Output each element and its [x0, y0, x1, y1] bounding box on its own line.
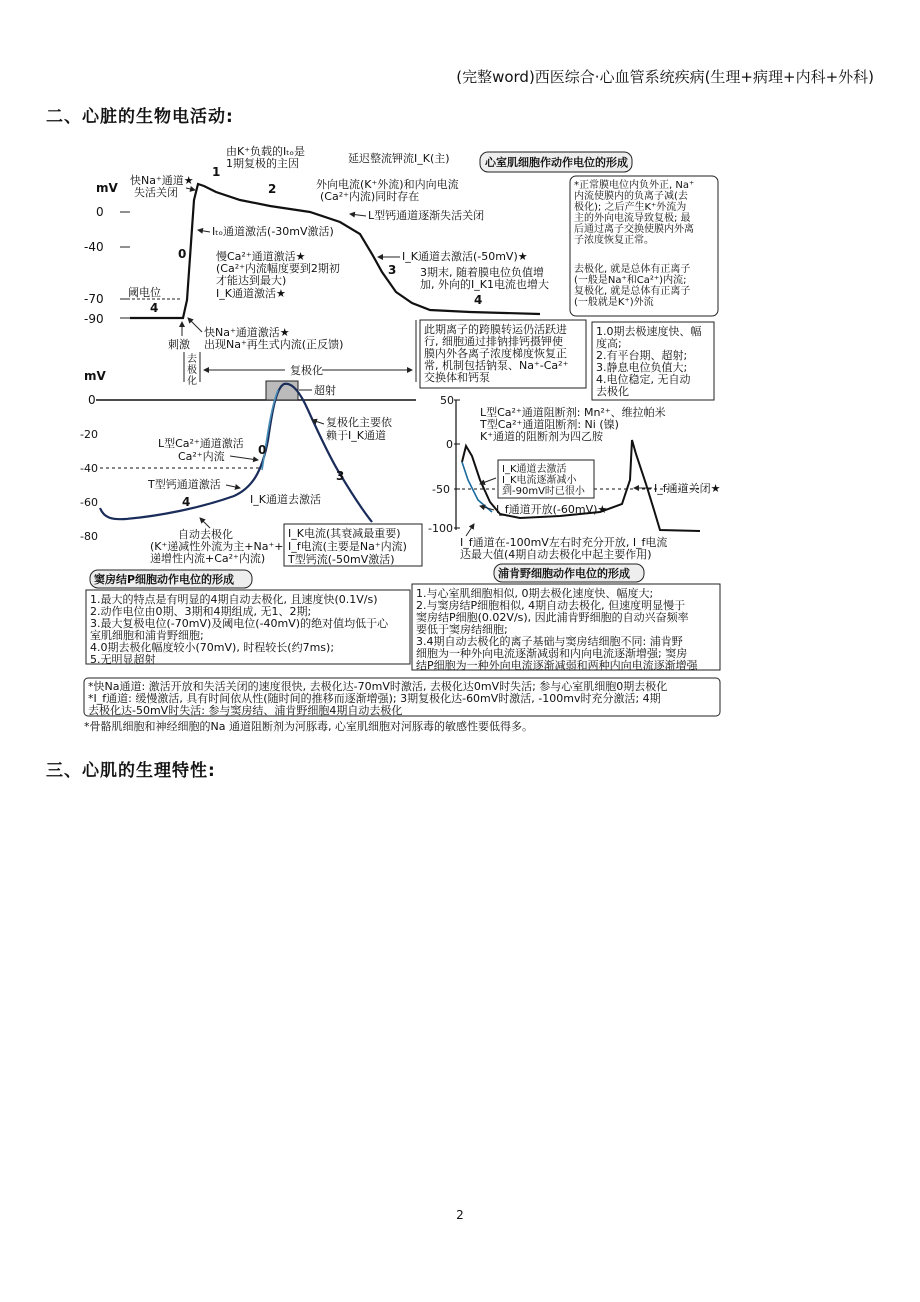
- sa-ap-curve: [100, 384, 372, 522]
- ventricle-ann-ik: 延迟整流钾流I_K(主): [348, 152, 450, 165]
- svg-text:后通过离子交换使膜内外离: 后通过离子交换使膜内外离: [574, 224, 694, 235]
- sa-ytick: 0: [88, 393, 96, 407]
- sa-ann-ltype: L型Ca²⁺通道激活: [158, 437, 244, 450]
- sa-ann-ik-deact: I_K通道去激活: [250, 493, 321, 506]
- ventricle-phase-label: 0: [178, 247, 187, 261]
- ventricle-ytick: -70: [84, 292, 104, 306]
- sa-ann-ttype: T型钙通道激活: [148, 478, 221, 491]
- svg-text:5.无明显超射: 5.无明显超射: [90, 653, 156, 666]
- svg-text:T型钙流(-50mV激活): T型钙流(-50mV激活): [288, 553, 395, 566]
- ventricle-phase-label: 2: [268, 182, 277, 196]
- ventricle-ann-fast-na-act: 快Na⁺通道激活★: [204, 326, 290, 339]
- svg-text:室肌细胞和浦肯野细胞;: 室肌细胞和浦肯野细胞;: [90, 629, 204, 642]
- sa-phase-label: 3: [336, 469, 345, 483]
- svg-text:结P细胞为一种外向电流逐渐减弱和两种内向电流逐渐增强: 结P细胞为一种外向电流逐渐减弱和两种内向电流逐渐增强: [416, 659, 698, 672]
- ventricle-ann-ito-act: Iₜₒ通道激活(-30mV激活): [212, 225, 334, 238]
- svg-text:行, 细胞通过排钠排钙摄钾使: 行, 细胞通过排钠排钙摄钾使: [424, 335, 563, 348]
- ventricle-ann-ito: 由K⁺负载的Iₜₒ是: [226, 145, 306, 158]
- svg-text:I_K电流(其衰减最重要): I_K电流(其衰减最重要): [288, 527, 401, 540]
- ventricle-ytick: -90: [84, 312, 104, 326]
- ventricle-ann-ik-act: I_K通道激活★: [216, 287, 286, 300]
- svg-text:3.静息电位负值大;: 3.静息电位负值大;: [596, 361, 688, 374]
- svg-text:1.与心室肌细胞相似, 0期去极化速度快、幅度大;: 1.与心室肌细胞相似, 0期去极化速度快、幅度大;: [416, 587, 654, 600]
- ventricle-ann-repol: 复极化: [290, 364, 323, 377]
- purkinje-title: 浦肯野细胞动作电位的形成: [498, 567, 630, 580]
- svg-text:到-90mV时已很小: 到-90mV时已很小: [502, 486, 585, 497]
- channel-note-line: *快Na通道: 激活开放和失活关闭的速度很快, 去极化达-70mV时激活, 去极化达0mV时失活; 参与心室肌细胞0期去极化: [88, 680, 668, 693]
- sa-ann-ltype: Ca²⁺内流: [178, 450, 225, 463]
- ventricle-ann-fast-na: 失活关闭: [134, 186, 178, 199]
- svg-text:4.电位稳定, 无自动: 4.电位稳定, 无自动: [596, 373, 691, 386]
- purkinje-ytick: -100: [428, 522, 453, 535]
- purkinje-ytick: -50: [432, 483, 450, 496]
- ventricle-action-potential-figure: [84, 144, 718, 400]
- ventricle-ytick: -40: [84, 240, 104, 254]
- footnote: *骨骼肌细胞和神经细胞的Na 通道阻断剂为河豚毒, 心室肌细胞对河豚毒的敏感性要低得多。: [84, 720, 533, 733]
- purkinje-ann-if-full: I_f通道在-100mV左右时充分开放, I_f电流: [460, 536, 668, 549]
- sa-overshoot-label: 超射: [314, 384, 336, 397]
- ventricle-ann-out-in: 外向电流(K⁺外流)和内向电流: [316, 178, 459, 191]
- purkinje-action-potential-figure: [412, 394, 721, 672]
- svg-text:I_K电流逐渐减小: I_K电流逐渐减小: [502, 475, 577, 486]
- page-header: (完整word)西医综合·心血管系统疾病(生理+病理+内科+外科): [456, 68, 874, 86]
- ventricle-phase-label: 3: [388, 263, 397, 277]
- ventricle-phase-label: 4: [150, 301, 159, 315]
- sa-ann-repol: 赖于I_K通道: [326, 429, 386, 442]
- purkinje-ytick: 0: [446, 438, 453, 451]
- ventricle-ann-ito: 1期复极的主因: [226, 157, 299, 170]
- svg-text:2.动作电位由0期、3期和4期组成, 无1、2期;: 2.动作电位由0期、3期和4期组成, 无1、2期;: [90, 605, 312, 618]
- svg-text:交换体和钙泵: 交换体和钙泵: [424, 371, 490, 384]
- svg-text:4.0期去极化幅度较小(70mV), 时程较长(约7ms);: 4.0期去极化幅度较小(70mV), 时程较长(约7ms);: [90, 641, 335, 654]
- svg-text:内流使膜内的负离子减(去: 内流使膜内的负离子减(去: [574, 191, 688, 202]
- ventricle-ann-stimulus: 刺激: [168, 338, 190, 351]
- sa-ytick: -40: [80, 462, 98, 475]
- ventricle-phase-label: 1: [212, 165, 221, 179]
- svg-text:1.最大的特点是有明显的4期自动去极化, 且速度快(0.1V: 1.最大的特点是有明显的4期自动去极化, 且速度快(0.1V/s): [90, 593, 378, 606]
- ventricle-ytick: 0: [96, 205, 104, 219]
- svg-text:2.与窦房结P细胞相似, 4期自动去极化, 但速度明显慢于: 2.与窦房结P细胞相似, 4期自动去极化, 但速度明显慢于: [416, 599, 686, 612]
- svg-text:度高;: 度高;: [596, 337, 622, 350]
- svg-text:极化); 之后产生K⁺外流为: 极化); 之后产生K⁺外流为: [574, 202, 687, 213]
- page-number: 2: [456, 1208, 464, 1222]
- sa-phase-label: 0: [258, 443, 267, 457]
- svg-text:去极化: 去极化: [596, 385, 629, 398]
- ventricle-ann-ik-deact: I_K通道去激活(-50mV)★: [402, 250, 528, 263]
- purkinje-ann-blockers: L型Ca²⁺通道阻断剂: Mn²⁺、维拉帕米: [480, 406, 666, 419]
- svg-text:2.有平台期、超射;: 2.有平台期、超射;: [596, 349, 688, 362]
- purkinje-ann-if-open: I_f通道开放(-60mV)★: [496, 503, 608, 516]
- sa-y-unit: mV: [84, 369, 106, 383]
- sa-ytick: -60: [80, 496, 98, 509]
- svg-text:复极化, 就是总体有正离子: 复极化, 就是总体有正离子: [574, 286, 691, 297]
- ventricle-ann-fast-na: 快Na⁺通道★: [130, 174, 194, 187]
- svg-text:I_f电流(主要是Na⁺内流): I_f电流(主要是Na⁺内流): [288, 540, 407, 553]
- svg-text:1.0期去极速度快、幅: 1.0期去极速度快、幅: [596, 325, 702, 338]
- svg-text:主的外向电流导致复极; 最: 主的外向电流导致复极; 最: [574, 213, 691, 224]
- sa-ann-auto: (K⁺递减性外流为主+Na⁺+: [150, 540, 284, 553]
- sa-overshoot-region: [266, 381, 298, 400]
- sa-ann-auto: 递增性内流+Ca²⁺内流): [150, 552, 266, 565]
- sinoatrial-action-potential-figure: [80, 369, 422, 666]
- sa-ann-auto: 自动去极化: [178, 528, 233, 541]
- purkinje-ann-blockers: T型Ca²⁺通道阻断剂: Ni (镍): [480, 418, 619, 431]
- channel-notes: [84, 678, 720, 733]
- sa-ytick: -20: [80, 428, 98, 441]
- svg-text:常, 机制包括钠泵、Na⁺-Ca²⁺: 常, 机制包括钠泵、Na⁺-Ca²⁺: [424, 359, 569, 372]
- purkinje-ann-if-full: 达最大值(4期自动去极化中起主要作用): [460, 548, 652, 561]
- svg-text:细胞为一种外向电流逐渐减弱和内向电流逐渐增强; 窦房: 细胞为一种外向电流逐渐减弱和内向电流逐渐增强; 窦房: [416, 647, 688, 660]
- purkinje-ytick: 50: [440, 394, 454, 407]
- svg-text:膜内外各离子浓度梯度恢复正: 膜内外各离子浓度梯度恢复正: [424, 347, 567, 360]
- sa-currents-text: [287, 526, 407, 566]
- svg-text:子浓度恢复正常。: 子浓度恢复正常。: [574, 235, 654, 246]
- ventricle-y-unit: mV: [96, 181, 118, 195]
- ventricle-ann-fast-na-act: 出现Na⁺再生式内流(正反馈): [204, 338, 344, 351]
- sa-ytick: -80: [80, 530, 98, 543]
- sa-phase-label: 4: [182, 495, 191, 509]
- svg-text:(一般是Na⁺和Ca²⁺)内流;: (一般是Na⁺和Ca²⁺)内流;: [574, 275, 687, 286]
- ventricle-threshold-label: 阈电位: [128, 286, 161, 299]
- ventricle-ann-phase3: 加, 外向的I_K1电流也增大: [420, 278, 549, 291]
- svg-text:(一般就是K⁺)外流: (一般就是K⁺)外流: [574, 297, 654, 308]
- ventricle-ann-depol: 去极化: [187, 354, 197, 387]
- ventricle-ann-slow-ca: 才能达到最大): [216, 274, 287, 287]
- svg-text:*正常膜电位内负外正, Na⁺: *正常膜电位内负外正, Na⁺: [574, 180, 695, 191]
- sa-title: 窦房结P细胞动作电位的形成: [94, 573, 235, 586]
- ventricle-ann-slow-ca: (Ca²⁺内流幅度要到2期初: [216, 262, 340, 275]
- svg-text:I_K通道去激活: I_K通道去激活: [502, 464, 567, 475]
- svg-text:此期离子的跨膜转运仍活跃进: 此期离子的跨膜转运仍活跃进: [424, 323, 567, 336]
- purkinje-ann-blockers: K⁺通道的阻断剂为四乙胺: [480, 430, 604, 443]
- section-heading-bioelectric: 二、心脏的生物电活动:: [46, 107, 234, 127]
- ventricle-title: 心室肌细胞作动作电位的形成: [485, 156, 628, 169]
- svg-text:3.最大复极电位(-70mV)及阈电位(-40mV)的绝对值: 3.最大复极电位(-70mV)及阈电位(-40mV)的绝对值均低于心: [90, 617, 389, 630]
- ventricle-phase-label: 4: [474, 293, 483, 307]
- svg-text:窦房结P细胞(0.02V/s), 因此浦肯野细胞的自动兴奋频: 窦房结P细胞(0.02V/s), 因此浦肯野细胞的自动兴奋频率: [416, 611, 689, 624]
- ventricle-ann-phase3: 3期末, 随着膜电位负值增: [420, 266, 544, 279]
- ventricle-ann-ltype: L型钙通道逐渐失活关闭: [368, 209, 485, 222]
- ventricle-ann-slow-ca: 慢Ca²⁺通道激活★: [216, 250, 306, 263]
- purkinje-ann-if-close: I_f通道关闭★: [654, 482, 721, 495]
- channel-note-line: *I_f通道: 缓慢激活, 具有时间依从性(随时间的推移而逐渐增强); 3期复极化达-60mV时激活, -100mv时充分激活; 4期: [88, 692, 661, 705]
- section-heading-properties: 三、心肌的生理特性:: [46, 761, 216, 781]
- svg-text:3.4期自动去极化的离子基础与窦房结细胞不同: 浦肯野: 3.4期自动去极化的离子基础与窦房结细胞不同: 浦肯野: [416, 635, 683, 648]
- channel-note-line: 去极化达-50mV时失活: 参与窦房结、浦肯野细胞4期自动去极化: [88, 704, 403, 717]
- ventricle-ann-out-in: (Ca²⁺内流)同时存在: [320, 190, 420, 203]
- svg-text:去极化, 就是总体有正离子: 去极化, 就是总体有正离子: [574, 264, 691, 275]
- svg-text:要低于窦房结细胞;: 要低于窦房结细胞;: [416, 623, 508, 636]
- sa-ann-repol: 复极化主要依: [326, 416, 392, 429]
